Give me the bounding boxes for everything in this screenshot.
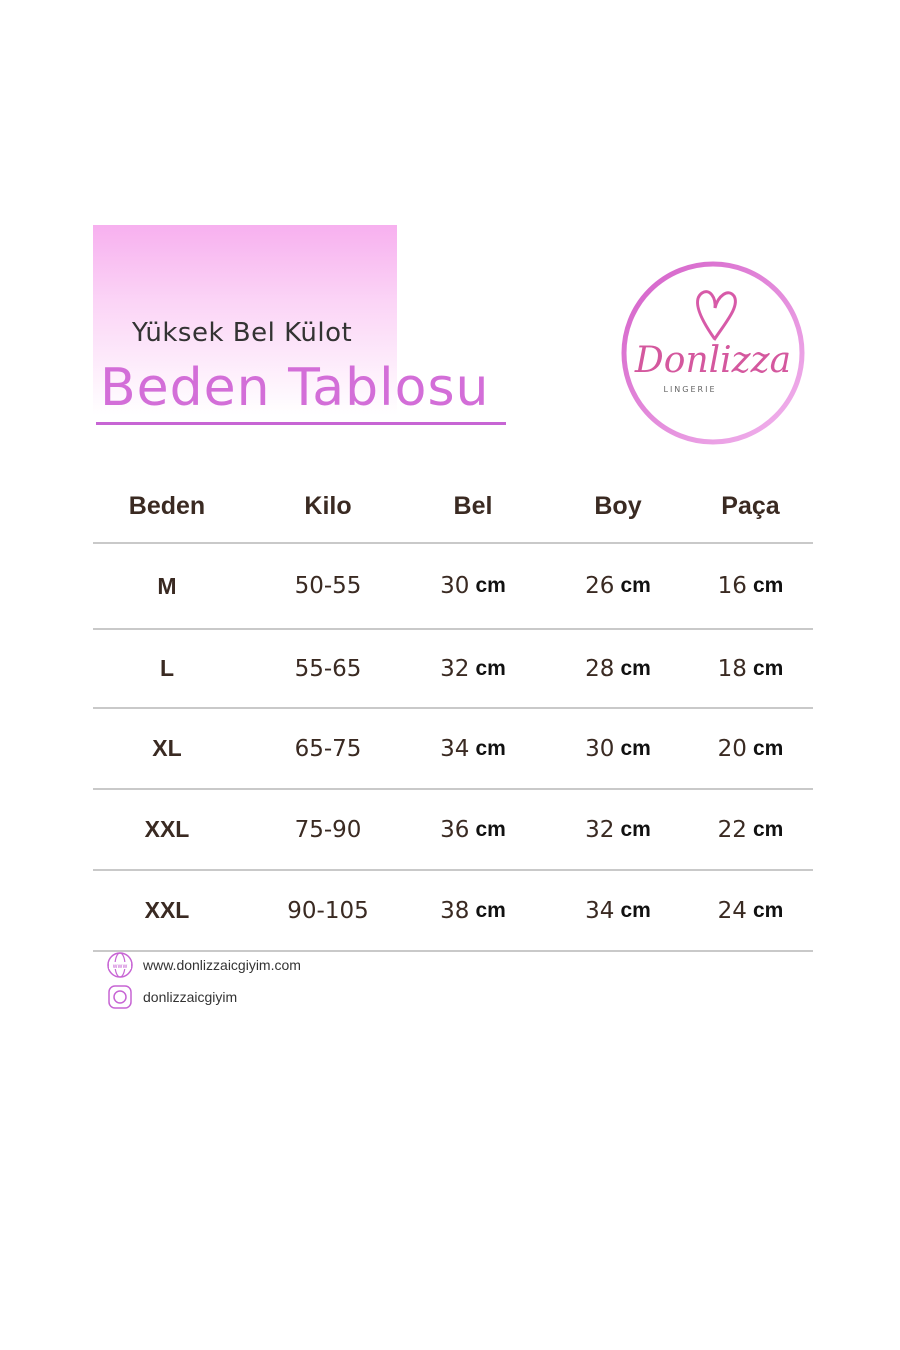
page-title: Beden Tablosu <box>100 358 490 418</box>
title-underline <box>96 422 506 425</box>
contact-footer <box>105 950 301 1014</box>
instagram-line[interactable] <box>105 982 301 1012</box>
instagram-handle[interactable]: donlizzaicgiyim <box>143 989 238 1005</box>
boy-cell: 30 cm <box>585 735 651 762</box>
header-paca: Paça <box>721 491 780 520</box>
bel-cell: 32 cm <box>440 655 506 682</box>
svg-text:Donlizza: Donlizza <box>634 340 792 381</box>
paca-cell: 18 cm <box>717 655 784 682</box>
size-cell: XXL <box>144 897 190 923</box>
header-kilo: Kilo <box>304 491 352 520</box>
paca-cell: 20 cm <box>717 735 784 762</box>
globe-www-icon <box>105 950 135 980</box>
boy-cell: 32 cm <box>585 816 651 843</box>
boy-cell: 28 cm <box>585 655 651 682</box>
paca-cell: 22 cm <box>717 816 784 843</box>
bel-cell: 36 cm <box>440 816 506 843</box>
size-cell: XL <box>152 735 182 761</box>
table-header-row <box>93 470 813 544</box>
website-line[interactable] <box>105 950 301 980</box>
boy-cell: 34 cm <box>585 897 651 924</box>
kilo-cell: 75-90 <box>294 816 362 843</box>
page-subtitle: Yüksek Bel Külot <box>132 318 353 348</box>
bel-cell: 34 cm <box>440 735 506 762</box>
instagram-icon <box>105 982 135 1012</box>
table-row <box>93 790 813 871</box>
bel-cell: 30 cm <box>440 573 506 599</box>
svg-text:www: www <box>112 963 128 970</box>
table-row <box>93 709 813 790</box>
size-cell: L <box>159 655 175 681</box>
kilo-cell: 55-65 <box>294 655 362 682</box>
boy-cell: 26 cm <box>585 573 651 599</box>
bel-cell: 38 cm <box>440 897 506 924</box>
header-beden: Beden <box>128 491 206 520</box>
paca-cell: 16 cm <box>717 573 784 599</box>
kilo-cell: 90-105 <box>287 897 369 924</box>
svg-text:LINGERIE: LINGERIE <box>663 385 717 394</box>
kilo-cell: 65-75 <box>294 735 362 762</box>
header-bel: Bel <box>453 491 493 520</box>
brand-logo <box>620 260 806 446</box>
paca-cell: 24 cm <box>717 897 784 924</box>
table-row <box>93 544 813 630</box>
header-boy: Boy <box>594 491 642 520</box>
website-link[interactable]: www.donlizzaicgiyim.com <box>143 957 301 973</box>
table-row <box>93 630 813 709</box>
size-table <box>93 470 813 952</box>
kilo-cell: 50-55 <box>294 573 362 599</box>
table-row <box>93 871 813 952</box>
size-cell: M <box>157 572 177 599</box>
size-cell: XXL <box>144 816 190 842</box>
